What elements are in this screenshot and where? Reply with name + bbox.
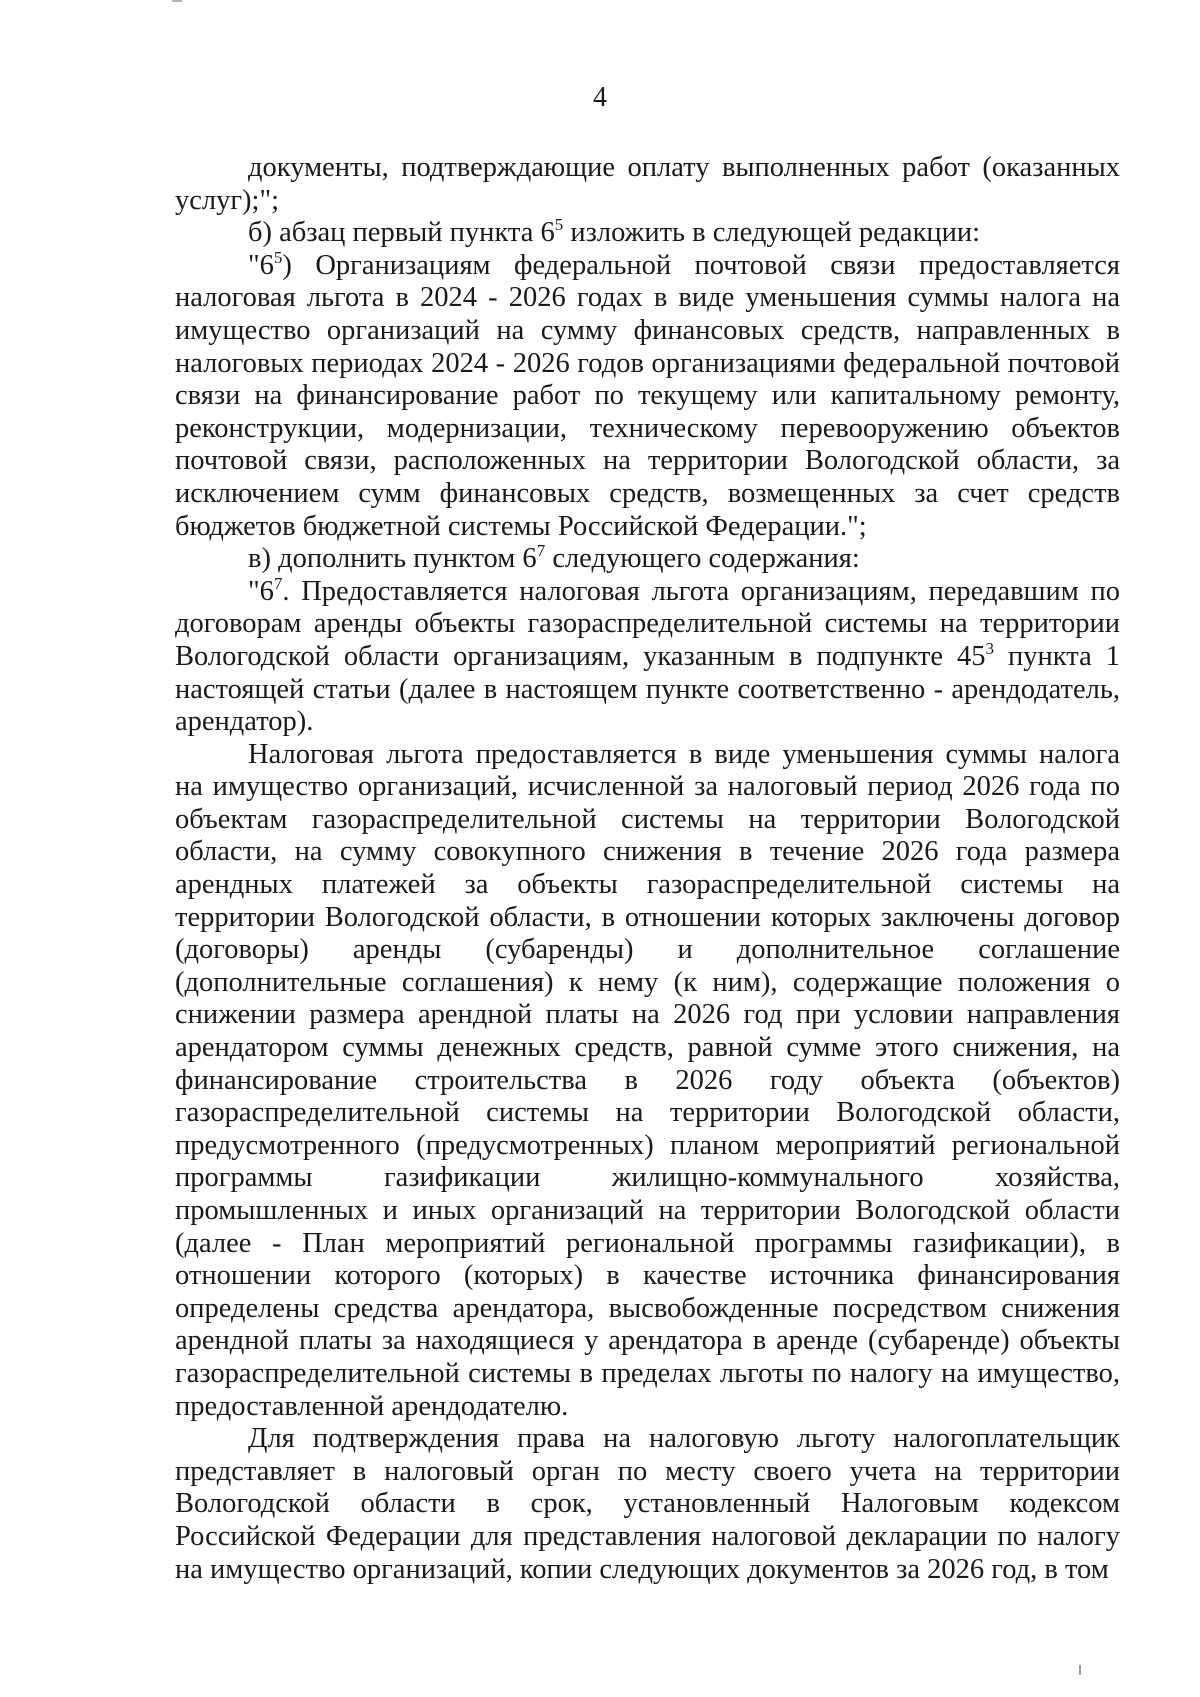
scan-artifact-bottom	[1079, 1665, 1081, 1675]
text-run: изложить в следующей редакции:	[563, 217, 981, 249]
text-run: в) дополнить пунктом 6	[248, 543, 537, 575]
text-run: пункта 1 настоящей статьи (далее в настоящем пункте соответственно - арендодатель, арендатор).	[175, 640, 1120, 738]
text-run: Для подтверждения права на налоговую льготу налогоплательщик представляет в налоговый орган по месту своего учета на территории Вологодской области в срок, установленный Налоговым кодексом Российской Федерации для представления налоговой декларации по налогу на имущество организаций, копии следующих документов за 2026 год, в том	[175, 1423, 1120, 1585]
superscript-index: 5	[554, 215, 564, 235]
text-run: документы, подтверждающие оплату выполненных работ (оказанных услуг);";	[175, 152, 1120, 216]
text-run: "6	[248, 575, 274, 607]
superscript-index: 7	[536, 541, 546, 561]
text-run: Налоговая льгота предоставляется в виде уменьшения суммы налога на имущество организаций, исчисленной за налоговый период 2026 года по объектам газораспределительной системы на территории Вологодской области, на сумму совокупного снижения в течение 2026 года размера арендных платежей за объекты газораспределительной системы на территории Вологодской области, в отношении которых заключены договор (договоры) аренды (субаренды) и дополнительное соглашение (дополнительные соглашения) к нему (к ним), содержащие положения о снижении размера арендной платы на 2026 год при условии направления арендатором суммы денежных средств, равной сумме этого снижения, на финансирование строительства в 2026 году объекта (объектов) газораспределительной системы на территории Вологодской области, предусмотренного (предусмотренных) планом мероприятий региональной программы газификации жилищно-коммунального хозяйства, промышленных и иных организаций на территории Вологодской области (далее - План мероприятий региональной программы газификации), в отношении которого (которых) в качестве источника финансирования определены средства арендатора, высвобожденные посредством снижения арендной платы за находящиеся у арендатора в аренде (субаренде) объекты газораспределительной системы в пределах льготы по налогу на имущество, предоставленной арендодателю.	[175, 738, 1120, 1422]
paragraph-benefit-description	[175, 739, 1120, 1423]
paragraph-item-v	[175, 543, 1120, 576]
text-run: ) Организациям федеральной почтовой связи предоставляется налоговая льгота в 2024 - 2026 годах в виде уменьшения суммы налога на имущество организаций на сумму финансовых средств, направленных в налоговых периодах 2024 - 2026 годов организациями федеральной почтовой связи на финансирование работ по текущему или капитальному ремонту, реконструкции, модернизации, техническому перевооружению объектов почтовой связи, расположенных на территории Вологодской области, за исключением сумм финансовых средств, возмещенных за счет средств бюджетов бюджетной системы Российской Федерации.";	[175, 249, 1120, 542]
text-run: . Предоставляется налоговая льгота организациям, передавшим по договорам аренды объекты газораспределительной системы на территории Вологодской области организациям, указанным в подпункте 45	[175, 575, 1120, 672]
text-run: следующего содержания:	[545, 543, 860, 575]
paragraph-item-b	[175, 217, 1120, 250]
superscript-index: 3	[985, 638, 995, 658]
paragraph-point-6-5	[175, 247, 1120, 543]
paragraph-confirmation	[175, 1423, 1120, 1586]
text-run: б) абзац первый пункта 6	[248, 217, 555, 249]
paragraph-point-6-7	[175, 573, 1120, 739]
superscript-index: 5	[273, 247, 283, 267]
superscript-index: 7	[273, 573, 283, 593]
paragraph-continuation	[175, 152, 1120, 217]
document-body	[175, 152, 1120, 1586]
page-number: 4	[593, 82, 607, 113]
text-run: "6	[248, 249, 274, 281]
scan-artifact-top	[172, 0, 182, 2]
